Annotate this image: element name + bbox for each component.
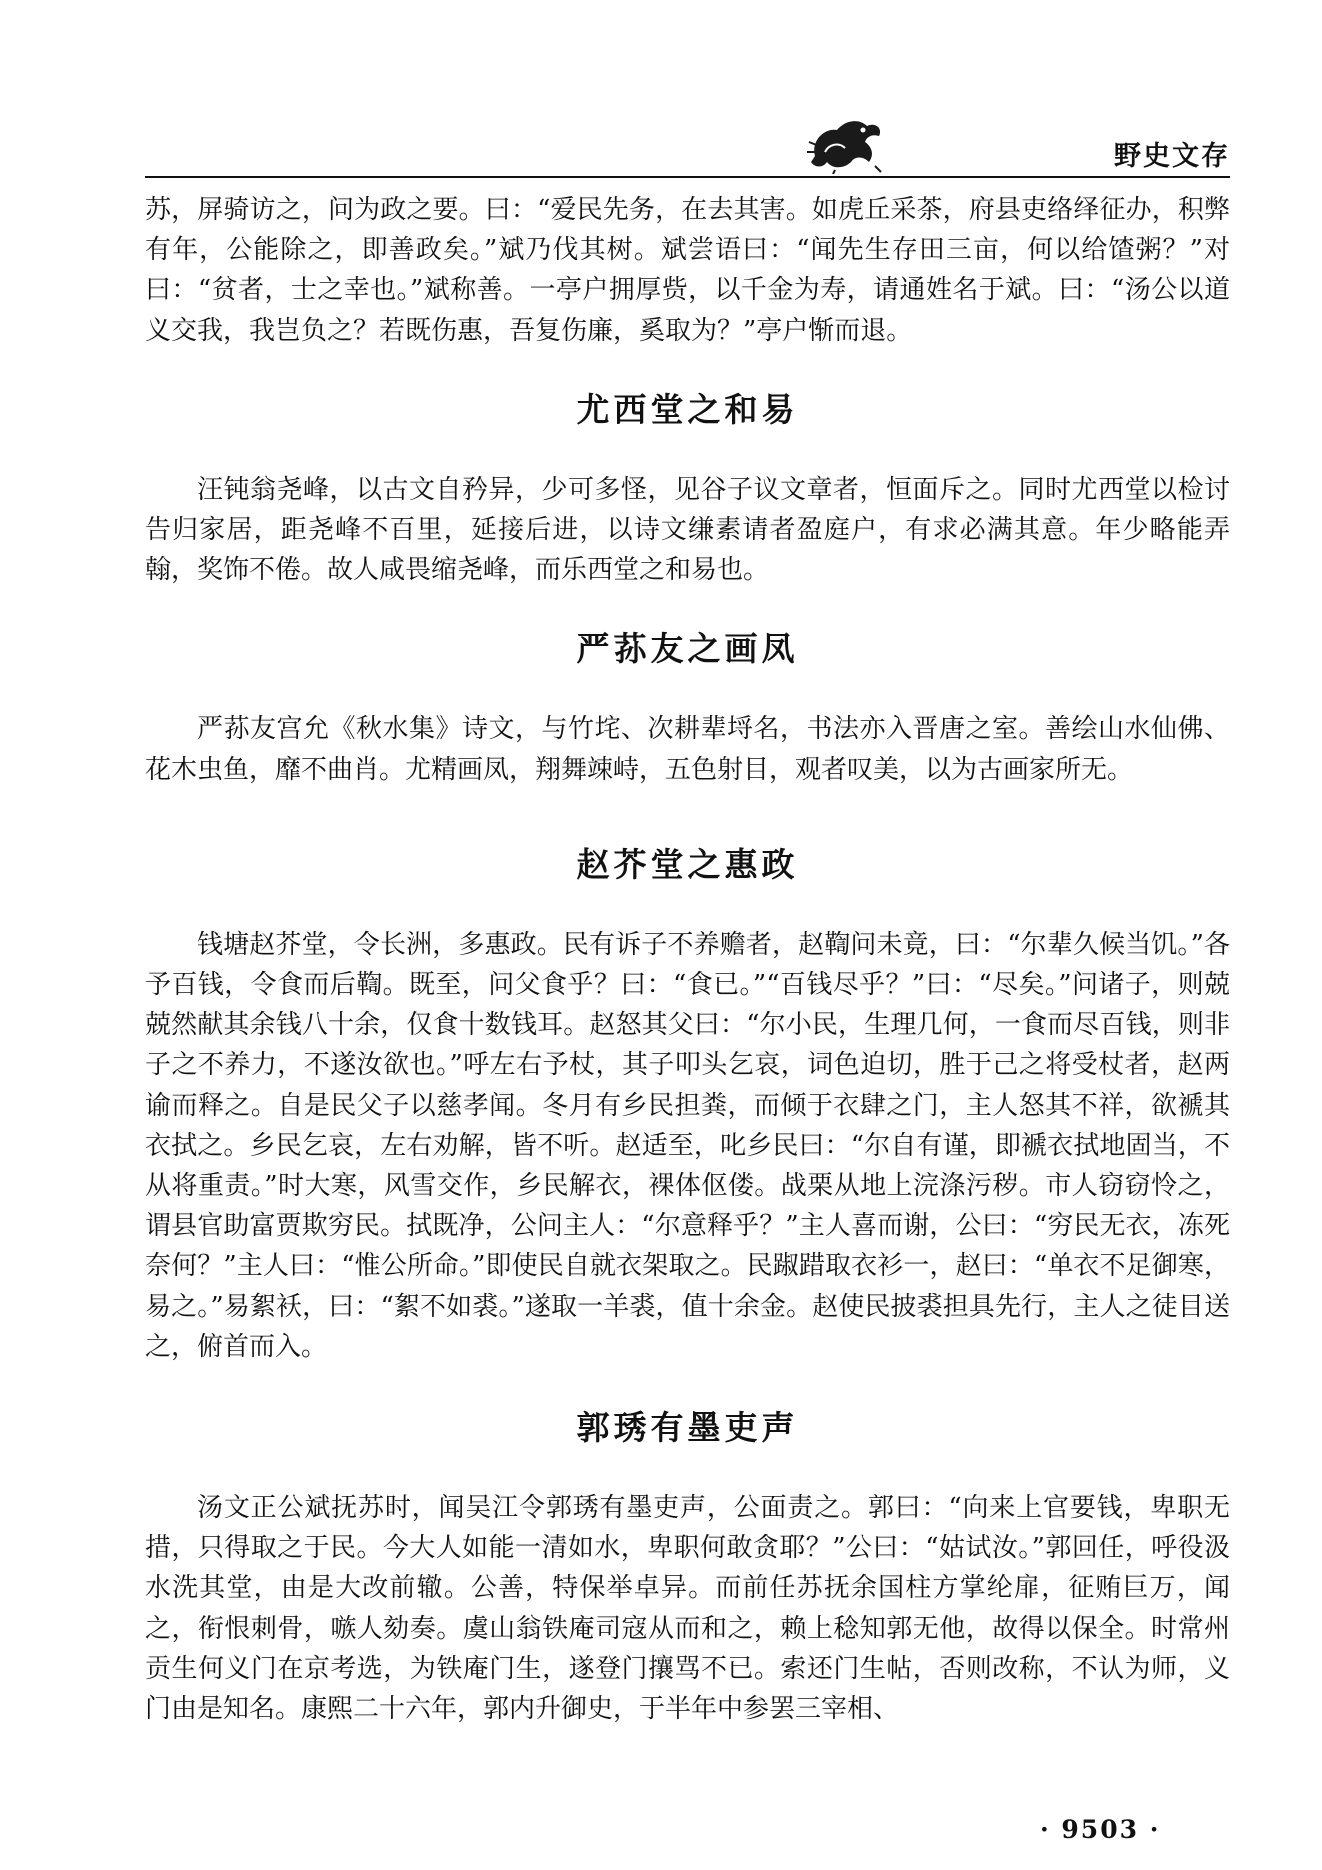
page-header [145,112,1230,182]
paragraph: 苏，屏骑访之，问为政之要。曰：“爱民先务，在去其害。如虎丘采茶，府县吏络绎征办，积弊有年，公能除之，即善政矣。”斌乃伐其树。斌尝语曰：“闻先生存田三亩，何以给馇粥？”对曰：“贫者，士之幸也。”斌称善。一亭户拥厚赀，以千金为寿，请通姓名于斌。曰：“汤公以道义交我，我岂负之？若既伤惠，吾复伤廉，奚取为？”亭户惭而退。 [145,195,1230,346]
section-heading: 郭琇有墨吏声 [576,1408,799,1448]
section-heading: 严荪友之画凤 [576,629,799,669]
section-heading: 赵芥堂之惠政 [576,844,799,884]
paragraph: 汤文正公斌抚苏时，闻吴江令郭琇有墨吏声，公面责之。郭曰：“向来上官要钱，卑职无措，只得取之于民。今大人如能一清如水，卑职何敢贪耶？”公曰：“姑试汝。”郭回任，呼役汲水洗其堂，由是大改前辙。公善，特保举卓异。而前任苏抚余国柱方掌纶扉，征贿巨万，闻之，衔恨刺骨，嗾人劾奏。虞山翁铁庵司寇从而和之，赖上稔知郭无他，故得以保全。时常州贡生何义门在京考选，为铁庵门生，遂登门攘骂不已。索还门生帖，否则改称，不认为师，义门由是知名。康熙二十六年，郭内升御史，于半年中参罢三宰相、 [145,1493,1230,1725]
paragraph: 钱塘赵芥堂，令长洲，多惠政。民有诉子不养赡者，赵鞫问未竟，曰：“尔辈久候当饥。”各予百钱，令食而后鞫。既至，问父食乎？曰：“食已。”“百钱尽乎？”曰：“尽矣。”问诸子，则兢兢然献其余钱八十余，仅食十数钱耳。赵怒其父曰：“尔小民，生理几何，一食而尽百钱，则非子之不养力，不遂汝欲也。”呼左右予杖，其子叩头乞哀，词色迫切，胜于己之将受杖者，赵两谕而释之。自是民父子以慈孝闻。冬月有乡民担粪，而倾于衣肆之门，主人怒其不祥，欲褫其衣拭之。乡民乞哀，左右劝解，皆不听。赵适至，叱乡民曰：“尔自有谨，即褫衣拭地固当，不从将重责。”时大寒，风雪交作，乡民解衣，裸体伛偻。战栗从地上浣涤污秽。市人窃窃怜之，谓县官助富贾欺穷民。拭既净，公问主人：“尔意释乎？”主人喜而谢，公曰：“穷民无衣，冻死奈何？”主人曰：“惟公所命。”即使民自就衣架取之。民踧踖取衣衫一，赵曰：“单衣不足御寒，易之。”易絮袄，曰：“絮不如裘。”遂取一羊裘，值十余金。赵使民披裘担具先行，主人之徒目送之，俯首而入。 [145,929,1230,1362]
series-title: 野史文存 [1114,141,1230,172]
paragraph: 汪钝翁尧峰，以古文自矜异，少可多怪，见谷子议文章者，恒面斥之。同时尤西堂以检讨告归家居，距尧峰不百里，延接后进，以诗文缣素请者盈庭户，有求必满其意。年少略能弄翰，奖饰不倦。故人咸畏缩尧峰，而乐西堂之和易也。 [145,474,1230,586]
dragon-emblem-icon [805,112,885,174]
paragraph: 严荪友宫允《秋水集》诗文，与竹垞、次耕辈埒名，书法亦入晋唐之室。善绘山水仙佛、花木虫鱼，靡不曲肖。尤精画凤，翔舞竦峙，五色射目，观者叹美，以为古画家所无。 [145,714,1230,785]
section-heading: 尤西堂之和易 [576,389,799,429]
page-number: · 9503 · [1040,1815,1161,1844]
page-body [145,190,1230,1729]
header-rule [145,176,1230,178]
